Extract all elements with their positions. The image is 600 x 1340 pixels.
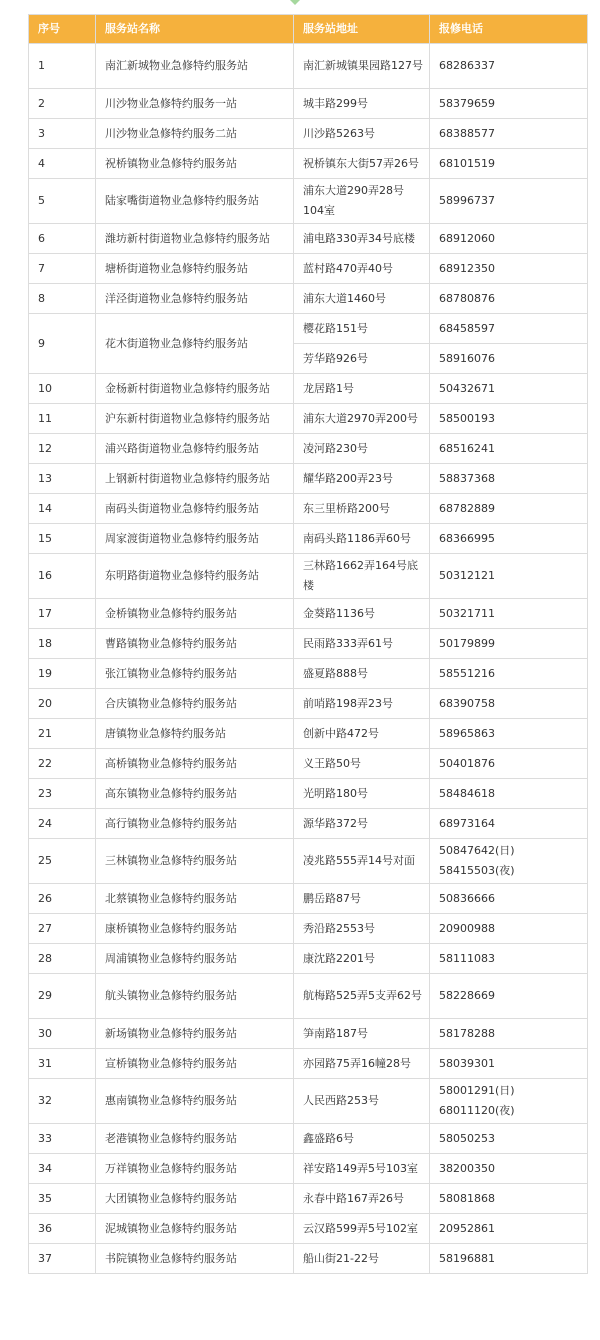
cell-station-name: 祝桥镇物业急修特约服务站: [96, 149, 294, 179]
cell-index: 11: [29, 404, 96, 434]
table-row: [29, 1214, 588, 1244]
table-row: [29, 1019, 588, 1049]
cell-station-address: 祥安路149弄5号103室: [294, 1154, 430, 1184]
cell-repair-phone: [430, 1079, 588, 1124]
table-row: [29, 839, 588, 884]
cell-index: 17: [29, 599, 96, 629]
table-row: [29, 689, 588, 719]
cell-station-address: 凌河路230号: [294, 434, 430, 464]
cell-repair-phone: 68458597: [430, 314, 588, 344]
table-row: [29, 779, 588, 809]
cell-index: 26: [29, 884, 96, 914]
cell-station-name: 沪东新村街道物业急修特约服务站: [96, 404, 294, 434]
table-row: [29, 404, 588, 434]
cell-station-name: 上钢新村街道物业急修特约服务站: [96, 464, 294, 494]
table-row: [29, 974, 588, 1019]
cell-station-name: 书院镇物业急修特约服务站: [96, 1244, 294, 1274]
cell-repair-phone: 50836666: [430, 884, 588, 914]
cell-station-name: 浦兴路街道物业急修特约服务站: [96, 434, 294, 464]
table-row: [29, 1154, 588, 1184]
table-row: [29, 914, 588, 944]
cell-repair-phone: 50401876: [430, 749, 588, 779]
table-row: [29, 314, 588, 344]
cell-index: 5: [29, 179, 96, 224]
cell-index: 21: [29, 719, 96, 749]
cell-repair-phone: 68780876: [430, 284, 588, 314]
cell-repair-phone: 58551216: [430, 659, 588, 689]
cell-repair-phone: 68388577: [430, 119, 588, 149]
cell-station-address: 三林路1662弄164号底楼: [294, 554, 430, 599]
cell-index: 16: [29, 554, 96, 599]
cell-repair-phone: 50432671: [430, 374, 588, 404]
cell-station-address: 康沈路2201号: [294, 944, 430, 974]
cell-station-name: 花木街道物业急修特约服务站: [96, 314, 294, 374]
table-row: [29, 1244, 588, 1274]
cell-station-name: 航头镇物业急修特约服务站: [96, 974, 294, 1019]
cell-index: 14: [29, 494, 96, 524]
cell-index: 1: [29, 44, 96, 89]
cell-repair-phone: 50312121: [430, 554, 588, 599]
cell-repair-phone: 68782889: [430, 494, 588, 524]
table-row: [29, 89, 588, 119]
cell-index: 30: [29, 1019, 96, 1049]
cell-repair-phone: 68390758: [430, 689, 588, 719]
top-pointer-icon: [290, 0, 300, 5]
cell-station-address: 笋南路187号: [294, 1019, 430, 1049]
cell-repair-phone: 58379659: [430, 89, 588, 119]
cell-repair-phone: 58081868: [430, 1184, 588, 1214]
cell-index: 10: [29, 374, 96, 404]
cell-index: 8: [29, 284, 96, 314]
table-row: [29, 464, 588, 494]
table-row: [29, 224, 588, 254]
cell-station-name: 东明路街道物业急修特约服务站: [96, 554, 294, 599]
table-row: [29, 1049, 588, 1079]
table-body: [29, 44, 588, 1274]
phone-day: 50847642(日): [439, 844, 515, 857]
cell-station-name: 老港镇物业急修特约服务站: [96, 1124, 294, 1154]
table-row: [29, 1184, 588, 1214]
cell-repair-phone: 58050253: [430, 1124, 588, 1154]
table-row: [29, 1079, 588, 1124]
table-row: [29, 149, 588, 179]
cell-station-name: 川沙物业急修特约服务二站: [96, 119, 294, 149]
cell-index: 3: [29, 119, 96, 149]
cell-index: 31: [29, 1049, 96, 1079]
cell-station-name: 曹路镇物业急修特约服务站: [96, 629, 294, 659]
cell-station-name: 南汇新城物业急修特约服务站: [96, 44, 294, 89]
cell-index: 22: [29, 749, 96, 779]
table-row: [29, 434, 588, 464]
cell-station-address: 创新中路472号: [294, 719, 430, 749]
header-index: 序号: [29, 15, 96, 44]
cell-repair-phone: 68366995: [430, 524, 588, 554]
table-row: [29, 554, 588, 599]
header-station-address: 服务站地址: [294, 15, 430, 44]
phone-night: 58415503(夜): [439, 864, 515, 877]
cell-index: 29: [29, 974, 96, 1019]
cell-station-address: 蓝村路470弄40号: [294, 254, 430, 284]
cell-repair-phone: 58178288: [430, 1019, 588, 1049]
cell-station-address: 光明路180号: [294, 779, 430, 809]
cell-repair-phone: 58996737: [430, 179, 588, 224]
cell-index: 25: [29, 839, 96, 884]
cell-repair-phone: 58916076: [430, 344, 588, 374]
cell-station-address: 船山街21-22号: [294, 1244, 430, 1274]
table-row: [29, 374, 588, 404]
cell-station-name: 洋泾街道物业急修特约服务站: [96, 284, 294, 314]
table-row: [29, 749, 588, 779]
table-row: [29, 944, 588, 974]
cell-index: 2: [29, 89, 96, 119]
cell-station-address: 南汇新城镇果园路127号: [294, 44, 430, 89]
cell-station-name: 高桥镇物业急修特约服务站: [96, 749, 294, 779]
service-station-table: [28, 14, 588, 1274]
table-row: [29, 44, 588, 89]
cell-repair-phone: 20900988: [430, 914, 588, 944]
table-row: [29, 599, 588, 629]
cell-station-address: 航梅路525弄5支弄62号: [294, 974, 430, 1019]
cell-repair-phone: 58111083: [430, 944, 588, 974]
cell-repair-phone: 58837368: [430, 464, 588, 494]
table-row: [29, 284, 588, 314]
cell-index: 18: [29, 629, 96, 659]
cell-repair-phone: [430, 839, 588, 884]
cell-station-name: 惠南镇物业急修特约服务站: [96, 1079, 294, 1124]
cell-repair-phone: 58965863: [430, 719, 588, 749]
cell-station-name: 新场镇物业急修特约服务站: [96, 1019, 294, 1049]
table-row: [29, 524, 588, 554]
cell-station-address: 鑫盛路6号: [294, 1124, 430, 1154]
cell-index: 6: [29, 224, 96, 254]
cell-station-name: 川沙物业急修特约服务一站: [96, 89, 294, 119]
cell-index: 28: [29, 944, 96, 974]
table-row: [29, 494, 588, 524]
cell-station-name: 高东镇物业急修特约服务站: [96, 779, 294, 809]
cell-station-name: 三林镇物业急修特约服务站: [96, 839, 294, 884]
cell-station-name: 康桥镇物业急修特约服务站: [96, 914, 294, 944]
cell-station-name: 合庆镇物业急修特约服务站: [96, 689, 294, 719]
cell-index: 24: [29, 809, 96, 839]
cell-station-address: 金葵路1136号: [294, 599, 430, 629]
cell-repair-phone: 68101519: [430, 149, 588, 179]
cell-station-address: 祝桥镇东大街57弄26号: [294, 149, 430, 179]
cell-station-name: 唐镇物业急修特约服务站: [96, 719, 294, 749]
cell-station-address: 前哨路198弄23号: [294, 689, 430, 719]
cell-station-name: 金桥镇物业急修特约服务站: [96, 599, 294, 629]
cell-station-name: 张江镇物业急修特约服务站: [96, 659, 294, 689]
cell-station-name: 高行镇物业急修特约服务站: [96, 809, 294, 839]
cell-station-address: 源华路372号: [294, 809, 430, 839]
cell-station-name: 金杨新村街道物业急修特约服务站: [96, 374, 294, 404]
cell-repair-phone: 58484618: [430, 779, 588, 809]
cell-station-address: 樱花路151号: [294, 314, 430, 344]
cell-repair-phone: 58228669: [430, 974, 588, 1019]
cell-index: 35: [29, 1184, 96, 1214]
cell-station-address: 芳华路926号: [294, 344, 430, 374]
table-row: [29, 179, 588, 224]
table-row: [29, 809, 588, 839]
cell-repair-phone: 58196881: [430, 1244, 588, 1274]
table-row: [29, 119, 588, 149]
cell-station-address: 亦园路75弄16幢28号: [294, 1049, 430, 1079]
cell-station-name: 大团镇物业急修特约服务站: [96, 1184, 294, 1214]
cell-repair-phone: 68912350: [430, 254, 588, 284]
cell-index: 7: [29, 254, 96, 284]
table-row: [29, 254, 588, 284]
cell-station-name: 陆家嘴街道物业急修特约服务站: [96, 179, 294, 224]
cell-station-name: 北蔡镇物业急修特约服务站: [96, 884, 294, 914]
cell-station-address: 浦东大道1460号: [294, 284, 430, 314]
cell-index: 13: [29, 464, 96, 494]
cell-index: 19: [29, 659, 96, 689]
cell-index: 12: [29, 434, 96, 464]
cell-station-name: 周浦镇物业急修特约服务站: [96, 944, 294, 974]
cell-station-name: 万祥镇物业急修特约服务站: [96, 1154, 294, 1184]
cell-repair-phone: 58039301: [430, 1049, 588, 1079]
cell-station-address: 云汉路599弄5号102室: [294, 1214, 430, 1244]
phone-night: 68011120(夜): [439, 1104, 515, 1117]
cell-station-address: 永春中路167弄26号: [294, 1184, 430, 1214]
table-row: [29, 629, 588, 659]
table-row: [29, 719, 588, 749]
cell-station-name: 潍坊新村街道物业急修特约服务站: [96, 224, 294, 254]
cell-station-address: 东三里桥路200号: [294, 494, 430, 524]
cell-station-address: 耀华路200弄23号: [294, 464, 430, 494]
table-row: [29, 659, 588, 689]
cell-station-address: 龙居路1号: [294, 374, 430, 404]
cell-station-address: 浦东大道2970弄200号: [294, 404, 430, 434]
cell-index: 15: [29, 524, 96, 554]
cell-repair-phone: 50179899: [430, 629, 588, 659]
cell-station-name: 周家渡街道物业急修特约服务站: [96, 524, 294, 554]
cell-index: 9: [29, 314, 96, 374]
cell-station-address: 浦东大道290弄28号104室: [294, 179, 430, 224]
cell-station-name: 宣桥镇物业急修特约服务站: [96, 1049, 294, 1079]
table-row: [29, 1124, 588, 1154]
cell-station-address: 凌兆路555弄14号对面: [294, 839, 430, 884]
cell-station-address: 义王路50号: [294, 749, 430, 779]
header-station-name: 服务站名称: [96, 15, 294, 44]
cell-station-name: 泥城镇物业急修特约服务站: [96, 1214, 294, 1244]
header-repair-phone: 报修电话: [430, 15, 588, 44]
cell-index: 23: [29, 779, 96, 809]
phone-day: 58001291(日): [439, 1084, 515, 1097]
cell-repair-phone: 68912060: [430, 224, 588, 254]
cell-repair-phone: 58500193: [430, 404, 588, 434]
cell-repair-phone: 50321711: [430, 599, 588, 629]
cell-station-name: 塘桥街道物业急修特约服务站: [96, 254, 294, 284]
cell-station-address: 浦电路330弄34号底楼: [294, 224, 430, 254]
cell-index: 34: [29, 1154, 96, 1184]
cell-index: 36: [29, 1214, 96, 1244]
cell-repair-phone: 20952861: [430, 1214, 588, 1244]
cell-station-address: 民雨路333弄61号: [294, 629, 430, 659]
cell-station-address: 人民西路253号: [294, 1079, 430, 1124]
cell-station-address: 南码头路1186弄60号: [294, 524, 430, 554]
cell-index: 27: [29, 914, 96, 944]
cell-repair-phone: 68286337: [430, 44, 588, 89]
cell-index: 32: [29, 1079, 96, 1124]
cell-station-name: 南码头街道物业急修特约服务站: [96, 494, 294, 524]
cell-repair-phone: 68516241: [430, 434, 588, 464]
cell-index: 4: [29, 149, 96, 179]
cell-station-address: 城丰路299号: [294, 89, 430, 119]
cell-index: 33: [29, 1124, 96, 1154]
table-row: [29, 884, 588, 914]
cell-station-address: 秀沿路2553号: [294, 914, 430, 944]
cell-repair-phone: 38200350: [430, 1154, 588, 1184]
cell-index: 37: [29, 1244, 96, 1274]
cell-station-address: 川沙路5263号: [294, 119, 430, 149]
cell-station-address: 盛夏路888号: [294, 659, 430, 689]
cell-index: 20: [29, 689, 96, 719]
table-header-row: [29, 15, 588, 44]
cell-repair-phone: 68973164: [430, 809, 588, 839]
cell-station-address: 鹏岳路87号: [294, 884, 430, 914]
